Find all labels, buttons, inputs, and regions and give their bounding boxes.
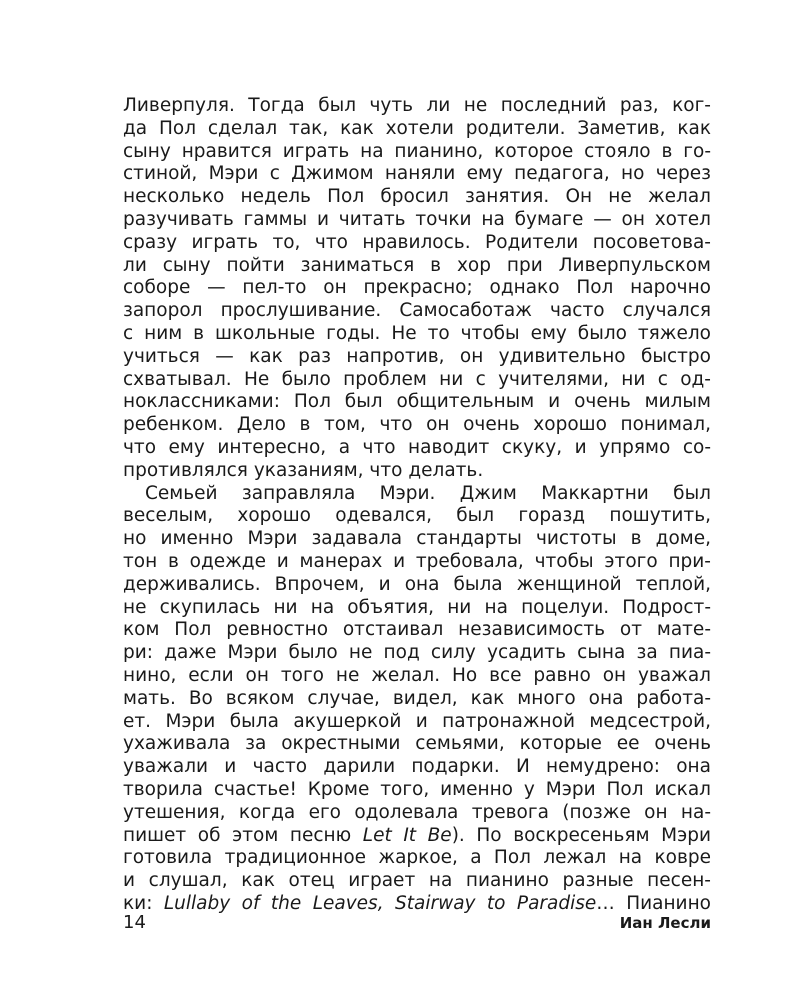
- text-line: держивались. Впрочем, и она была женщиной теплой,: [123, 573, 711, 595]
- text-line: уважали и часто дарили подарки. И немудрено: она: [123, 756, 711, 778]
- text-line: тон в одежде и манерах и требовала, чтобы этого при-: [123, 550, 711, 572]
- text-line: нино, если он того не желал. Но все равно он уважал: [123, 664, 711, 686]
- running-footer-author: Иан Лесли: [619, 914, 711, 932]
- text-line: запорол прослушивание. Самосаботаж часто случался: [123, 300, 711, 322]
- text-line: ли сыну пойти заниматься в хор при Ливерпульском: [123, 254, 711, 276]
- text-line: и слушал, как отец играет на пианино разные песен-: [123, 870, 711, 892]
- text-line: да Пол сделал так, как хотели родители. Заметив, как: [123, 117, 711, 139]
- page-footer: [123, 910, 711, 936]
- text-line: творила счастье! Кроме того, именно у Мэри Пол искал: [123, 778, 711, 800]
- text-line: ухаживала за окрестными семьями, которые ее очень: [123, 733, 711, 755]
- text-line: утешения, когда его одолевала тревога (позже он на-: [123, 801, 711, 823]
- text-line: не скупилась ни на объятия, ни на поцелуи. Подрост-: [123, 596, 711, 618]
- song-title: Let It Be: [362, 824, 452, 846]
- text-line: сыну нравится играть на пианино, которое стояло в го-: [123, 140, 711, 162]
- text-line: соборе — пел-то он прекрасно; однако Пол нарочно: [123, 277, 711, 299]
- paragraph-first-line: Семьей заправляла Мэри. Джим Маккартни был: [145, 482, 711, 504]
- page-number: 14: [123, 912, 146, 933]
- text-line: веселым, хорошо одевался, был горазд пошутить,: [123, 505, 711, 527]
- text-line: схватывал. Не было проблем ни с учителями, ни с од-: [123, 368, 711, 390]
- text-line: ноклассниками: Пол был общительным и очень милым: [123, 391, 711, 413]
- text-line: разучивать гаммы и читать точки на бумаге — он хотел: [123, 208, 711, 230]
- text-run: ки:: [123, 892, 164, 914]
- text-line: ком Пол ревностно отстаивал независимость от мате-: [123, 619, 711, 641]
- body-text: [123, 95, 711, 916]
- text-line: учиться — как раз напротив, он удивительно быстро: [123, 345, 711, 367]
- text-line: готовила традиционное жаркое, а Пол лежал на ковре: [123, 847, 711, 869]
- song-titles: Lullaby of the Leaves, Stairway to Paradise: [163, 892, 597, 914]
- text-line: но именно Мэри задавала стандарты чистоты в доме,: [123, 528, 711, 550]
- text-run: пишет об этом песню: [123, 824, 363, 846]
- text-line: Ливерпуля. Тогда был чуть ли не последний раз, ког-: [123, 95, 711, 116]
- text-line: несколько недель Пол бросил занятия. Он не желал: [123, 186, 711, 208]
- paragraph-end-line: противлялся указаниям, что делать.: [123, 459, 484, 481]
- text-run: … Пианино: [596, 892, 711, 914]
- text-line: с ним в школьные годы. Не то чтобы ему было тяжело: [123, 322, 711, 344]
- text-line: что ему интересно, а что наводит скуку, и упрямо со-: [123, 436, 711, 458]
- text-line: ри: даже Мэри было не под силу усадить сына за пиа-: [123, 642, 711, 664]
- text-line: сразу играть то, что нравилось. Родители посоветова-: [123, 231, 711, 253]
- text-line: ребенком. Дело в том, что он очень хорошо понимал,: [123, 414, 711, 436]
- text-line: стиной, Мэри с Джимом наняли ему педагога, но через: [123, 163, 711, 185]
- text-line: ет. Мэри была акушеркой и патронажной медсестрой,: [123, 710, 711, 732]
- text-line: мать. Во всяком случае, видел, как много она работа-: [123, 687, 711, 709]
- text-run: ). По воскресеньям Мэри: [451, 824, 711, 846]
- text-line-with-song-title: [123, 825, 711, 848]
